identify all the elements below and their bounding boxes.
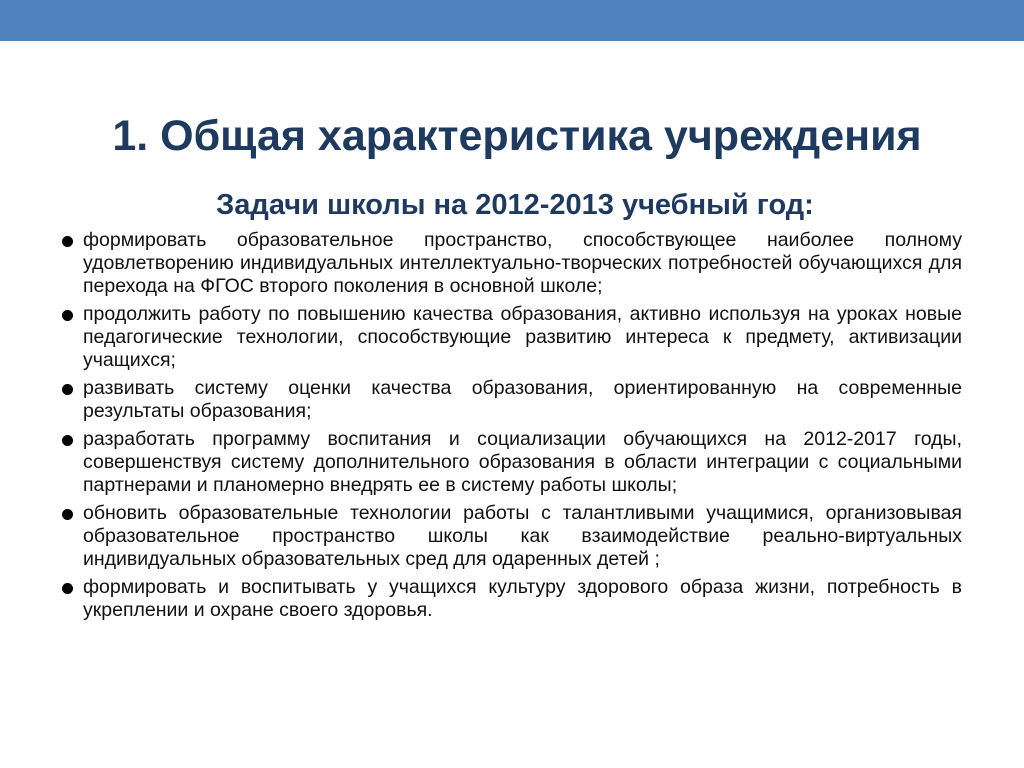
list-item-text: формировать и воспитывать у учащихся культуру здорового образа жизни, потребность в укреплении и охране своего здоровья. — [83, 576, 962, 621]
list-item-text: обновить образовательные технологии работы с талантливыми учащимися, организовывая образовательное пространство школы как взаимодействие реально-виртуальных индивидуальных образовательных сред для одаренных детей ; — [83, 502, 962, 570]
top-accent-bar — [0, 0, 1024, 41]
slide-subtitle: Задачи школы на 2012-2013 учебный год: — [216, 189, 814, 221]
bullet-icon — [62, 435, 73, 446]
list-item-text: развивать систему оценки качества образования, ориентированную на современные результаты образования; — [83, 377, 962, 422]
bullet-icon — [62, 310, 73, 321]
bullet-icon — [62, 583, 73, 594]
list-item — [62, 377, 962, 423]
list-item — [62, 303, 962, 372]
list-item — [62, 576, 962, 622]
list-item-text: формировать образовательное пространство, способствующее наиболее полному удовлетворению индивидуальных интеллектуально-творческих потребностей обучающихся для перехода на ФГОС второго поколения в основной школе; — [83, 229, 962, 297]
bullet-icon — [62, 236, 73, 247]
list-item — [62, 229, 962, 298]
list-item-text: разработать программу воспитания и социализации обучающихся на 2012-2017 годы, совершенствуя систему дополнительного образования в области интеграции с социальными партнерами и планомерно внедрять ее в систему работы школы; — [83, 428, 962, 496]
list-item — [62, 428, 962, 497]
slide-title: 1. Общая характеристика учреждения — [112, 112, 922, 160]
list-item — [62, 502, 962, 571]
bullet-icon — [62, 384, 73, 395]
list-item-text: продолжить работу по повышению качества образования, активно используя на уроках новые педагогические технологии, способствующие развитию интереса к предмету, активизации учащихся; — [83, 303, 962, 371]
task-list — [62, 229, 962, 627]
bullet-icon — [62, 509, 73, 520]
